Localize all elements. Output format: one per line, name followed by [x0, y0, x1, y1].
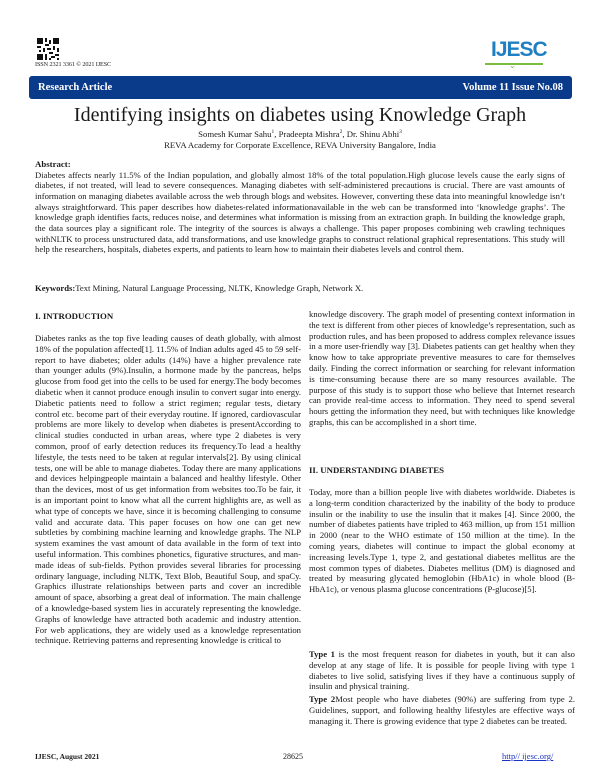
type1-label: Type 1 [309, 649, 335, 659]
keywords-label: Keywords: [35, 283, 76, 293]
abstract-text: Diabetes affects nearly 11.5% of the Indian population, and globally almost 18% of the total population.High glucose levels cause the early signs of diabetes, if not treated, will lead to severe consequences. Managing diabetes with self-administered precautions is crucial. There are vast amounts of information on managing diabetes available across the web through blogs and websites. However, converting these data into meaningful knowledge isn’t always straightforward. This paper describes how diabetes-related informationavailable in the web can be transformed into ‘knowledge graphs’. The knowledge graph identifies facts, reduces noise, and determines what information is missing from an extraction graph. In building the knowledge graph, the data sources play a significant role. The integrity of the sources is always a challenge. This paper proposes combining web crawling techniques withNLTK to process unstructured data, add transformations, and use knowledge graphs to construct relational graphical representations. This study will help the researchers, hospitals, diabetes experts, and patients to learn how to maintain their diabetes levels and control them. [35, 169, 565, 255]
intro-paragraph: Diabetes ranks as the top five leading causes of death globally, with almost 18% of the population affected[1]. 11.5% of Indian adults aged 45 to 59 self-report to have diabetes; older adults (14%) have a higher prevalence rate than younger adults (9%).Insulin, a hormone made by the pancreas, helps glucose from food get into the cells to be used for energy.The body becomes diabetic when it cannot produce enough insulin to convert sugar into energy. Diabetic patients need to follow a strict regimen; regular tests, dietary control etc. become part of their everyday routine. If ignored, cardiovascular problems are more likely to develop when diabetes is presentAccording to clinical studies conducted in urban areas, where type 2 diabetes is very common, proof of early detection reduces its frequency.To lead a healthy lifestyle, the tests need to be taken at regular intervals[2]. By using clinical tests, one will be able to manage diabetes. Today there are many applications and devices helpingpeople maintain a balanced and healthy lifestyle. Other than the devices, most of us get information from websites too.To be fair, it is an important point to know what all the current highlights are, as well as what type of concepts we have, since it is becoming challenging to consume valid and accurate data. This paper focuses on how one can get new subtleties by combining machine learning and knowledge graphs. The NLP system examines the vast amount of data available in the form of text into useful information. This combines phonetics, figurative structures, and man-made ideas of sub-fields. Python provides several libraries for processing ordinary language, including NLTK, Text Blob, Beautiful Soup, and spaCy. Graphics illustrate relationships between parts and cover an incredible amount of space, absorbing a great deal of information. The main challenge of a knowledge-based system lies in accurately representing the knowledge. Graphs of knowledge have attracted both academic and industry attention. For web applications, they are widely used as a knowledge representation technique. Retrieving patterns and representing knowledge is critical to [35, 333, 301, 646]
journal-website-link[interactable]: http// ijesc.org/ [502, 751, 554, 761]
article-type: Research Article [38, 82, 113, 93]
keywords-text: Text Mining, Natural Language Processing, NLTK, Knowledge Graph, Network X. [75, 283, 364, 293]
logo-text: IJESC [491, 38, 547, 61]
affiliation: REVA Academy for Corporate Excellence, REVA University Bangalore, India [164, 140, 436, 150]
intro-paragraph-continued: knowledge discovery. The graph model of presenting context information in the text is different from other pieces of knowledge’s representation, such as production rules, and has been proposed to address complex relevance issues in a more user-friendly way [3]. Diabetes patients can get healthy when they know how to take appropriate preventive measures to care for themselves daily. Finding the correct information or searching for relevant information is time-consuming because there are so many resources available. The purpose of this study is to support those who believe that Internet research can provide real-time access to information. They need to spend several hours getting the information they need, but with techniques like knowledge graphs, this can be accomplished in a short time. [309, 309, 575, 427]
volume-issue: Volume 11 Issue No.08 [462, 82, 563, 93]
abstract [35, 159, 565, 255]
type1-paragraph: Type 1 is the most frequent reason for diabetes in youth, but it can also develop at any stage of life. It is possible for people living with type 1 diabetes to live solid, satisfying lives if they have a continuous supply of insulin and physical training. [309, 649, 575, 692]
author-list: Somesh Kumar Sahu$^1$, Pradeepta Mishra$^2$, Dr. Shinu Abhi$^3$ [198, 129, 402, 139]
abstract-heading: Abstract: [35, 159, 71, 169]
footer-journal-date: IJESC, August 2021 [35, 752, 100, 761]
type2-paragraph: Type 2Most people who have diabetes (90%) are suffering from type 2. Guidelines, support, and following healthy lifestyles are effective ways of managing it. There is growing evidence that type 2 diabetes can be treated. [309, 694, 575, 726]
issn-text: ISSN 2321 3361 © 2021 IJESC [35, 61, 112, 68]
keywords [35, 283, 565, 293]
journal-logo [485, 38, 563, 72]
section-heading-understanding-diabetes: II. UNDERSTANDING DIABETES [309, 465, 444, 475]
understanding-paragraph: Today, more than a billion people live with diabetes worldwide. Diabetes is a long-term condition characterized by the inability of the body to produce insulin or the inability to use the insulin that it makes [4]. Since 2000, the number of diabetes patients have tripled to 463 million, up from 151 million in 2000 (near to the WHO estimate of 150 million at the time). In the coming years, diabetes will continue to impact the global economy at increasing levels.Type 1, type 2, and gestational diabetes mellitus are the most common types of diabetes. Diabetes mellitus (DM) is diagnosed and treated by measuring glycated hemoglobin (HbA1c) in whole blood (B-HbA1c), or venous plasma glucose concentrations (P-glucose)[5]. [309, 487, 575, 595]
type2-label: Type 2 [309, 694, 336, 704]
qr-code-icon [37, 38, 59, 60]
page-number: 28625 [283, 752, 303, 761]
article-banner [29, 76, 572, 99]
author-name: Dr. Shinu Abhi [346, 129, 400, 139]
section-heading-introduction: I. INTRODUCTION [35, 311, 114, 321]
author-name: Somesh Kumar Sahu [198, 129, 272, 139]
author-name: Pradeepta Mishra [278, 129, 340, 139]
book-icon: ⌄ [509, 61, 516, 70]
paper-title: Identifying insights on diabetes using Knowledge Graph [73, 104, 527, 126]
